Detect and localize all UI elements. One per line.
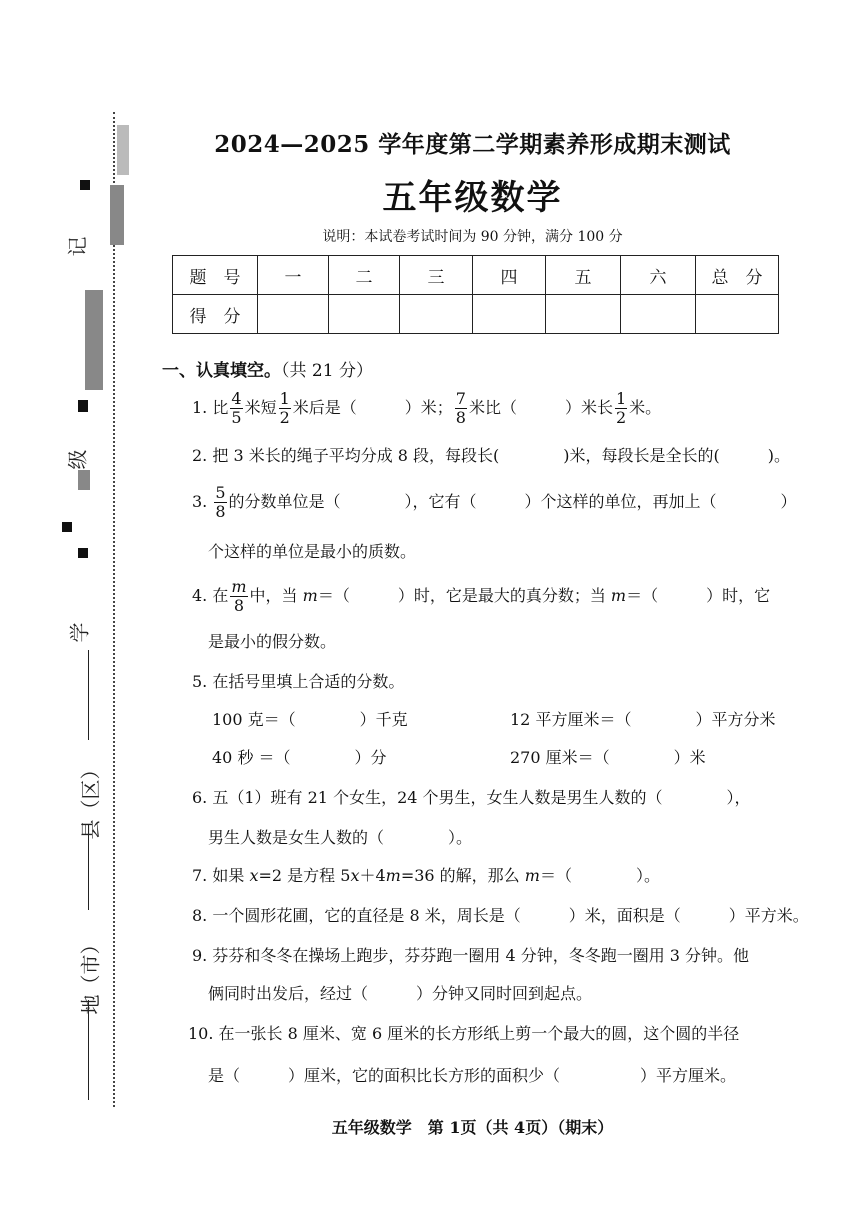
fraction [279,390,291,427]
section-heading [162,356,373,381]
fraction-denominator: 8 [455,408,466,427]
variable: m [610,586,627,605]
question-5-item: 270 厘米＝（ ）米 [510,748,706,767]
question-text: 比 [212,398,229,417]
question-text: 7. 如果 [192,866,245,885]
question-text: 中，当 [249,586,298,605]
question-8: 8. 一个圆形花圃，它的直径是 8 米，周长是（ ）米，面积是（ ）平方米。 [192,906,809,925]
score-table-score-row [173,295,779,334]
score-cell[interactable] [329,295,400,334]
score-col-header: 二 [329,256,400,295]
redaction-block [78,470,90,490]
question-5-item: 12 平方厘米＝（ ）平方分米 [510,710,776,729]
question-9: 9. 芬芬和冬冬在操场上跑步，芬芬跑一圈用 4 分钟，冬冬跑一圈用 3 分钟。他 [192,946,750,965]
question-6-continued: 男生人数是女生人数的（ ）。 [208,828,473,847]
binding-label-xue: 学 [67,622,92,643]
question-4-continued: 是最小的假分数。 [208,632,337,651]
binding-label-county: 县（区） [78,759,103,840]
fraction-denominator: 5 [231,408,242,427]
fraction [615,390,627,427]
question-text: ＝（ ）时，它是最大的真分数；当 [317,586,606,605]
variable: x [350,866,360,885]
score-col-header: 三 [400,256,473,295]
question-2: 2. 把 3 米长的绳子平均分成 8 段，每段长( )米，每段长是全长的( )。 [192,446,791,465]
question-text: =2 是方程 5 [258,866,351,885]
question-9-continued: 俩同时出发后，经过（ ）分钟又同时回到起点。 [208,984,593,1003]
score-cell[interactable] [473,295,546,334]
score-row-label: 题 号 [173,256,258,295]
fraction [230,578,247,615]
question-10-continued: 是（ ）厘米，它的面积比长方形的面积少（ ）平方厘米。 [208,1066,737,1085]
page-footer: 五年级数学 第 1页（共 4页）（期末） [331,1118,614,1137]
redaction-block [78,548,88,558]
variable: m [524,866,540,885]
score-col-header: 一 [258,256,329,295]
question-6: 6. 五（1）班有 21 个女生，24 个男生，女生人数是男生人数的（ ）， [192,788,751,807]
redaction-block [62,522,72,532]
fraction-numerator: 7 [455,389,466,408]
section-title: 一、认真填空。 [162,361,281,381]
score-col-header: 四 [473,256,546,295]
variable: m [302,586,318,605]
question-text: ＋4 [359,866,386,885]
score-cell[interactable] [696,295,779,334]
exam-note: 说明：本试卷考试时间为 90 分钟，满分 100 分 [322,229,623,245]
question-3-continued: 个这样的单位是最小的质数。 [208,542,417,561]
fraction-denominator: 2 [279,408,290,427]
question-text: ＝（ ）时，它 [626,586,771,605]
question-text: 米后是（ ）米； [292,398,453,417]
fraction [230,390,242,427]
score-cell[interactable] [546,295,621,334]
exam-subject-title: 五年级数学 [382,178,563,218]
binding-blank-line [88,825,89,910]
score-row-label: 得 分 [173,295,258,334]
fraction-denominator: 8 [233,596,245,615]
redaction-block [78,400,88,412]
question-text: 的分数单位是（ ），它有（ ）个这样的单位，再加上（ ） [228,492,797,511]
fraction-numerator: 5 [215,483,226,502]
question-3 [192,484,797,521]
fraction [455,390,467,427]
question-1 [192,390,661,427]
variable: m [231,577,247,596]
binding-blank-line [88,650,89,740]
fraction-numerator [230,578,247,597]
variable: m [385,866,401,885]
binding-blank-line [88,1000,89,1100]
question-5: 5. 在括号里填上合适的分数。 [192,672,405,691]
question-text: 米短 [244,398,277,417]
redaction-block [85,290,103,390]
fraction-numerator: 4 [231,389,242,408]
score-cell[interactable] [258,295,329,334]
score-col-header: 五 [546,256,621,295]
score-table-header-row [173,256,779,295]
question-text: 米比（ ）米长 [468,398,613,417]
fraction-denominator: 2 [615,408,627,427]
fraction-numerator: 1 [279,389,290,408]
score-col-header: 六 [621,256,696,295]
score-cell[interactable] [400,295,473,334]
fraction-denominator: 8 [215,502,226,521]
binding-label-ji: 级 [65,449,90,470]
binding-label-ji: 记 [65,236,90,257]
question-5-item: 40 秒 ＝（ ）分 [212,748,387,767]
question-number: 1. [192,398,208,417]
question-text: 米。 [629,398,662,417]
question-10: 10. 在一张长 8 厘米、宽 6 厘米的长方形纸上剪一个最大的圆，这个圆的半径 [188,1024,740,1043]
question-4 [192,578,770,615]
question-text: ＝（ ）。 [539,866,660,885]
fraction [214,484,226,521]
variable: x [249,866,259,885]
binding-label-city: 地（市） [78,934,103,1015]
score-col-header: 总 分 [696,256,779,295]
exam-title: 2024—2025 学年度第二学期素养形成期末测试 [214,131,731,158]
question-number: 3. [192,492,208,511]
question-5-item: 100 克＝（ ）千克 [212,710,408,729]
score-cell[interactable] [621,295,696,334]
section-points: （共 21 分） [281,361,373,381]
question-7 [192,864,660,888]
question-text: 4. 在 [192,586,229,605]
fraction-numerator: 1 [615,389,627,408]
question-text: =36 的解，那么 [400,866,520,885]
score-table [172,255,779,334]
binding-dotted-line [113,112,115,1107]
